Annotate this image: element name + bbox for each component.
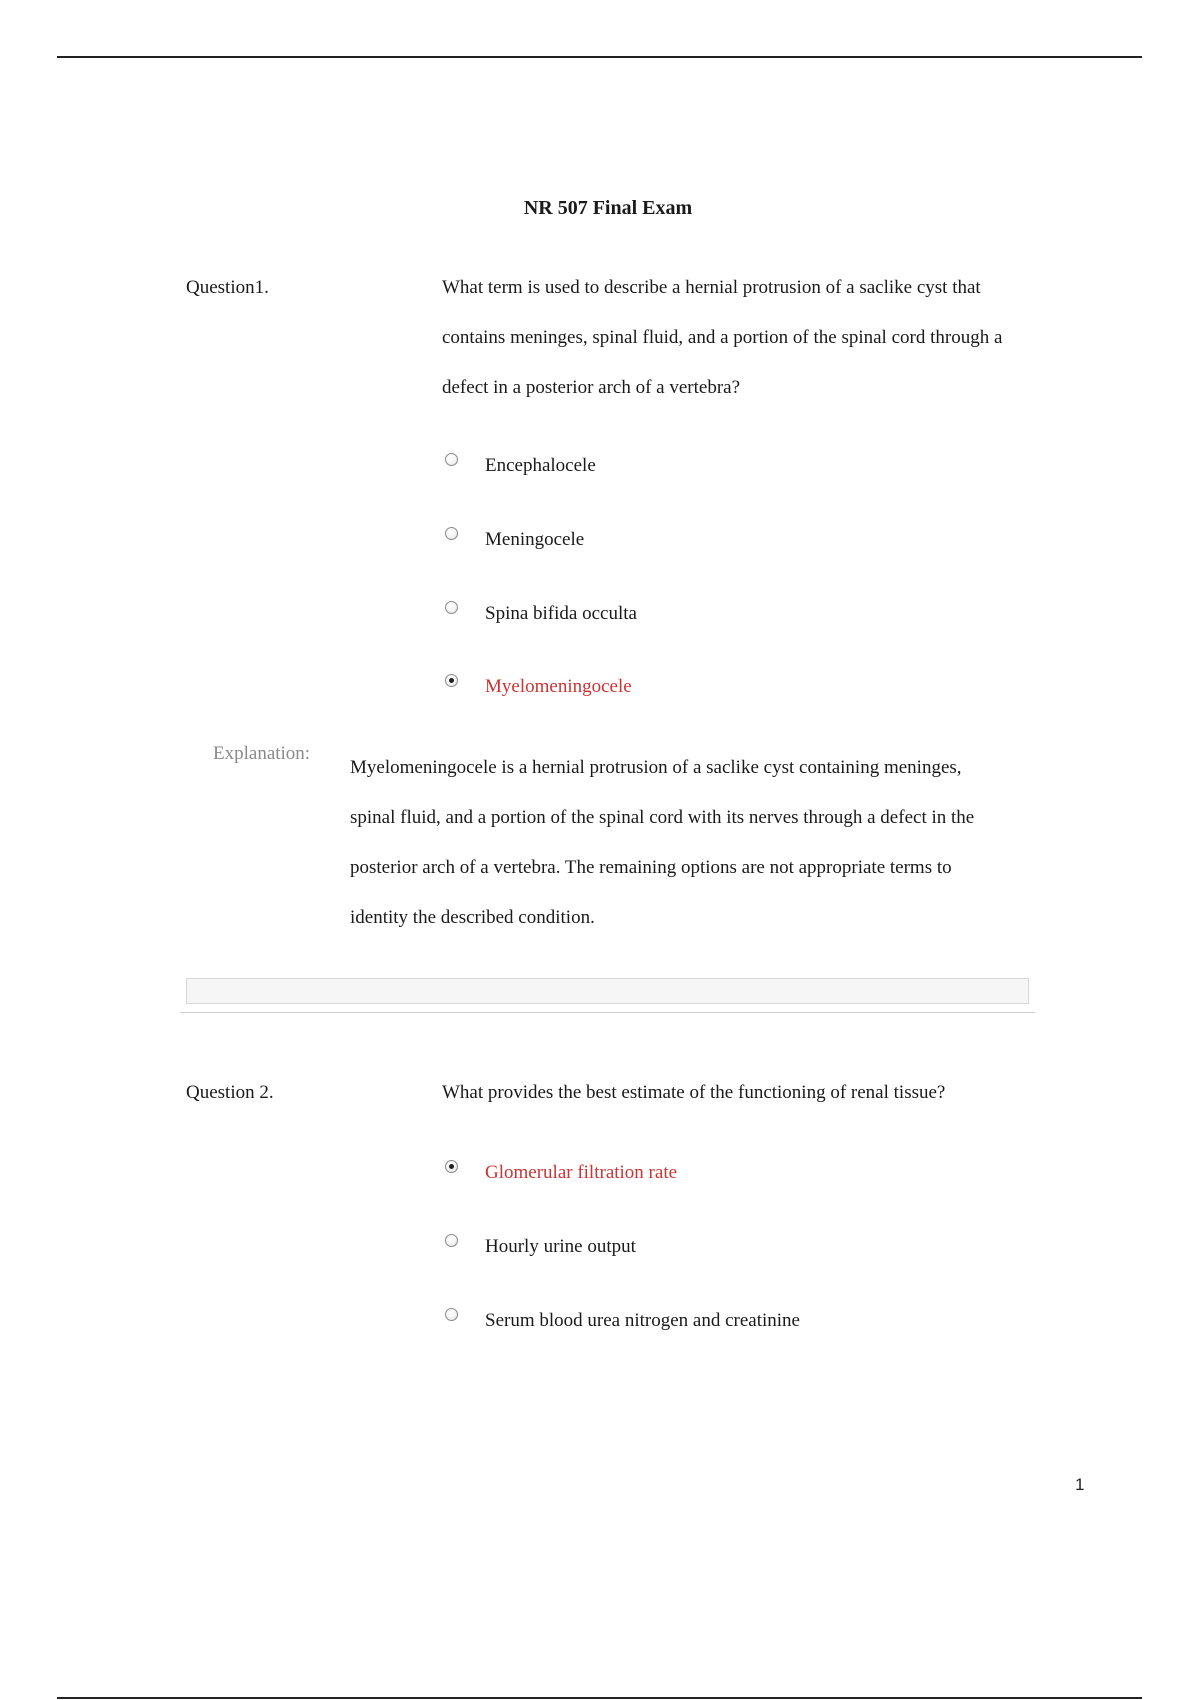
radio-button-checked-icon[interactable] <box>445 674 458 687</box>
radio-button-icon[interactable] <box>445 601 458 614</box>
radio-button-icon[interactable] <box>445 1234 458 1247</box>
bottom-rule <box>57 1697 1142 1699</box>
question-1-option-4[interactable] <box>442 674 1042 704</box>
question-2-option-1[interactable] <box>442 1160 1042 1190</box>
explanation-text: Myelomeningocele is a hernial protrusion of a saclike cyst containing meninges, spinal fluid, and a portion of the spinal cord with its nerves through a defect in the posterior arch of a vertebra. The remaining options are not appropriate terms to identity the described condition. <box>350 757 975 928</box>
question-1-option-3[interactable] <box>442 601 1042 631</box>
explanation-label: Explanation: <box>213 743 311 764</box>
radio-button-icon[interactable] <box>445 527 458 540</box>
question-2-text: What provides the best estimate of the functioning of renal tissue? <box>442 1082 946 1103</box>
question-1-text: What term is used to describe a hernial protrusion of a saclike cyst that contains meninges, spinal fluid, and a portion of the spinal cord through a defect in a posterior arch of a vertebra? <box>442 277 1003 398</box>
question-2-option-2[interactable] <box>442 1234 1042 1264</box>
option-label: Hourly urine output <box>485 1236 636 1257</box>
option-label-selected: Myelomeningocele <box>485 676 632 697</box>
radio-button-icon[interactable] <box>445 1308 458 1321</box>
radio-button-icon[interactable] <box>445 453 458 466</box>
question-separator-line <box>180 1012 1035 1013</box>
page-number: 1 <box>1075 1475 1085 1494</box>
option-label-selected: Glomerular filtration rate <box>485 1162 678 1183</box>
question-2-option-3[interactable] <box>442 1308 1042 1338</box>
question-1-label: Question1. <box>186 277 269 298</box>
question-1-option-1[interactable] <box>442 453 1042 483</box>
radio-button-checked-icon[interactable] <box>445 1160 458 1173</box>
top-rule <box>57 56 1142 58</box>
option-label: Spina bifida occulta <box>485 603 637 624</box>
option-label: Meningocele <box>485 529 585 550</box>
option-label: Serum blood urea nitrogen and creatinine <box>485 1310 800 1331</box>
question-separator-bar <box>186 978 1029 1004</box>
question-2-label: Question 2. <box>186 1082 274 1103</box>
option-label: Encephalocele <box>485 455 596 476</box>
document-title: NR 507 Final Exam <box>523 197 693 219</box>
question-1-option-2[interactable] <box>442 527 1042 557</box>
